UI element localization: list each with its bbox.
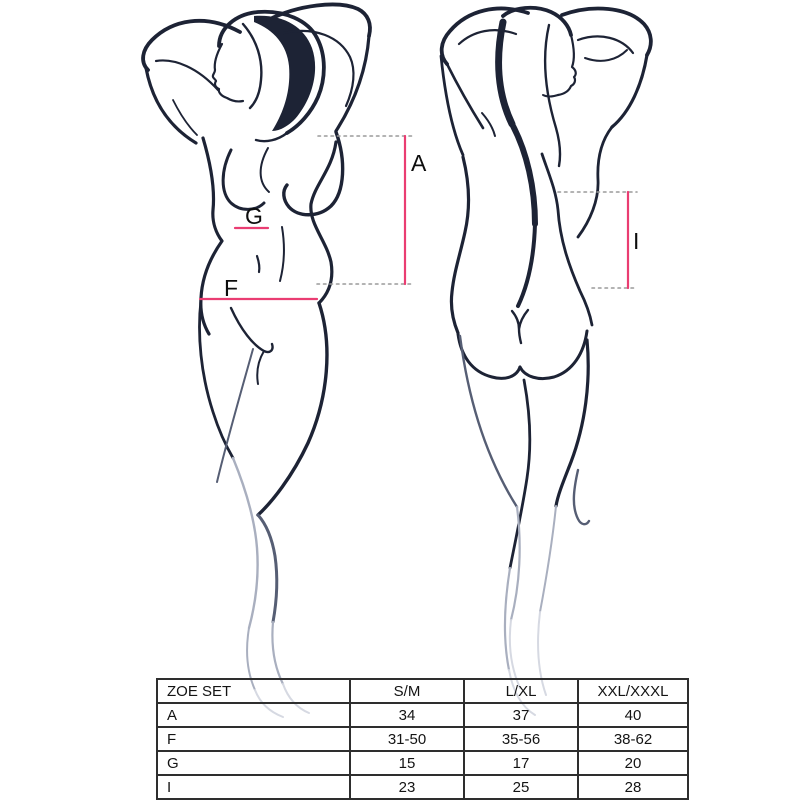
torso-right-side	[311, 142, 336, 303]
right-buttock	[520, 331, 587, 379]
back-right-waist-hip	[542, 154, 592, 325]
jaw-line	[543, 95, 558, 97]
hair-strand	[243, 24, 261, 108]
left-breast	[223, 150, 264, 209]
table-header-size-lxl: L/XL	[464, 679, 578, 703]
right-knee-shin	[258, 515, 277, 622]
row-label: G	[157, 751, 350, 775]
left-upper-arm-outer-back	[441, 56, 463, 155]
table-row-g	[157, 751, 688, 775]
head-top	[503, 8, 571, 35]
measurement-label-i: I	[633, 228, 640, 254]
cell-value: 15	[350, 751, 464, 775]
shoulder-hint	[482, 113, 495, 136]
row-label: F	[157, 727, 350, 751]
back-left-side	[451, 157, 468, 333]
pubic-line-stem	[257, 351, 264, 384]
right-arm-inner-hint-back	[585, 50, 627, 61]
cell-value: 35-56	[464, 727, 578, 751]
measurement-label-a: A	[411, 150, 427, 176]
left-buttock	[458, 334, 520, 378]
ponytail-mid	[512, 124, 535, 224]
right-lower-shin	[272, 622, 283, 684]
ponytail-tip	[518, 224, 535, 306]
cell-value: 28	[578, 775, 688, 799]
left-forearm-inner	[156, 60, 218, 90]
cell-value: 37	[464, 703, 578, 727]
hair-tip	[256, 133, 287, 141]
cell-value: 34	[350, 703, 464, 727]
table-row-i	[157, 775, 688, 799]
torso-left-side	[201, 138, 222, 334]
buttock-seam	[512, 310, 528, 343]
left-forearm-inner-back	[459, 30, 516, 44]
measurement-label-g: G	[245, 203, 263, 229]
right-breast	[284, 132, 343, 215]
table-header-size-sm: S/M	[350, 679, 464, 703]
cell-value: 20	[578, 751, 688, 775]
left-forearm-back	[442, 9, 528, 64]
face-profile-back	[558, 35, 576, 95]
face-profile	[213, 44, 243, 101]
right-thigh	[258, 303, 327, 515]
right-forearm-inner-back	[578, 36, 633, 53]
size-table	[156, 678, 689, 800]
pointed-foot	[574, 470, 589, 524]
right-shoulder-side	[578, 127, 612, 237]
cell-value: 38-62	[578, 727, 688, 751]
table-header-row	[157, 679, 688, 703]
right-forearm-back	[562, 9, 651, 55]
left-lower-leg	[233, 458, 258, 628]
pubic-line	[231, 308, 273, 352]
cell-value: 31-50	[350, 727, 464, 751]
cell-value: 25	[464, 775, 578, 799]
cell-value: 23	[350, 775, 464, 799]
left-upper-arm	[146, 68, 196, 143]
row-label: A	[157, 703, 350, 727]
table-row-a	[157, 703, 688, 727]
right-leg-ghost-back	[540, 506, 556, 612]
shin-lower-back	[505, 568, 510, 670]
row-label: I	[157, 775, 350, 799]
measurement-label-f: F	[224, 275, 239, 301]
abdomen-line	[280, 227, 284, 281]
back-figure	[441, 8, 651, 715]
cell-value: 40	[578, 703, 688, 727]
navel	[257, 256, 259, 272]
table-row-f	[157, 727, 688, 751]
ponytail-upper	[499, 22, 512, 124]
right-upper-arm-back	[612, 55, 647, 127]
table-header-product: ZOE SET	[157, 679, 350, 703]
cleavage-line	[261, 148, 269, 192]
table-header-size-xxl: XXL/XXXL	[578, 679, 688, 703]
front-figure	[143, 5, 370, 717]
cell-value: 17	[464, 751, 578, 775]
